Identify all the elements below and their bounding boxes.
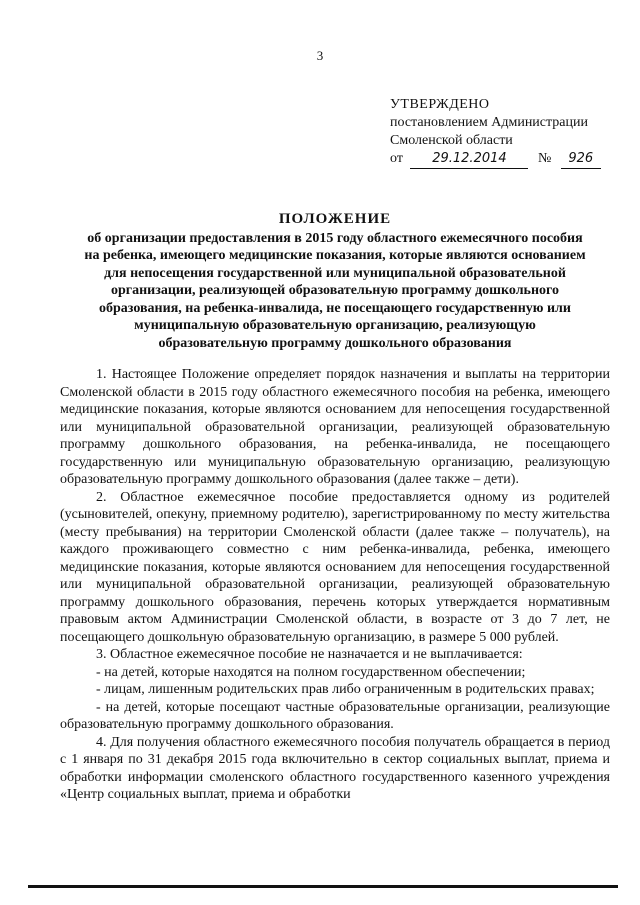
- paragraph-3: 3. Областное ежемесячное пособие не назначается и не выплачивается:: [96, 647, 523, 662]
- number-prefix: №: [537, 151, 552, 166]
- handwritten-number: 926: [561, 150, 601, 169]
- list-item: - на детей, которые посещают частные образовательные организации, реализующие образовательную программу дошкольного образования.: [60, 699, 610, 732]
- paragraph-4: 4. Для получения областного ежемесячного пособия получатель обращается в период с 1 января по 31 декабря 2015 года включительно в сектор социальных выплат, приема и обработки информации смоленского областного государственного казенного учреждения «Центр социальных выплат, приема и обработки: [60, 734, 610, 802]
- document-body: [60, 366, 610, 804]
- title-line: муниципальную образовательную организацию, реализующую: [134, 318, 536, 333]
- handwritten-date: 29.12.2014: [410, 150, 528, 169]
- approval-date-number-line: [390, 150, 630, 169]
- approval-line-1: постановлением Администрации: [390, 115, 588, 130]
- date-prefix: от: [390, 151, 403, 166]
- list-item: - на детей, которые находятся на полном государственном обеспечении;: [96, 664, 526, 680]
- title-main: ПОЛОЖЕНИЕ: [278, 211, 392, 227]
- title-line: на ребенка, имеющего медицинские показания, которые являются основанием: [84, 248, 586, 263]
- title-line: для непосещения государственной или муниципальной образовательной: [104, 265, 566, 281]
- approval-stamp-block: [390, 96, 630, 169]
- page-number: 3: [316, 48, 324, 63]
- approval-line-2: Смоленской области: [390, 133, 513, 148]
- paragraph-2: 2. Областное ежемесячное пособие предоставляется одному из родителей (усыновителей, опекуну, приемному родителю), зарегистрированному по месту жительства (месту пребывания) на территории Смоленской области (далее также – получатель), на каждого проживающего совместно с ним ребенка-инвалида, ребенка, имеющего медицинские показания, которые являются основанием для непосещения государственной или муниципальной образовательной организации, реализующей образовательную программу дошкольного образования, перечень которых утверждается нормативным правовым актом Администрации Смоленской области, в возрасте от 3 до 7 лет, не посещающего дошкольную образовательную организацию, в размере 5 000 рублей.: [60, 489, 610, 645]
- paragraph-1: 1. Настоящее Положение определяет порядок назначения и выплаты на территории Смоленской области в 2015 году областного ежемесячного пособия на ребенка, имеющего медицинские показания, которые являются основанием для непосещения государственной или муниципальной образовательной организации, реализующей образовательную программу дошкольного образования, на ребенка-инвалида, не посещающего государственную или муниципальную образовательную организацию, реализующую образовательную программу дошкольного образования (далее также – дети).: [60, 367, 610, 487]
- bottom-divider: [28, 885, 618, 888]
- document-title: [60, 211, 610, 352]
- list-item: - лицам, лишенным родительских прав либо ограниченным в родительских правах;: [96, 682, 595, 697]
- title-line: образования, на ребенка-инвалида, не посещающего государственную или: [99, 300, 571, 316]
- approval-heading: УТВЕРЖДЕНО: [390, 97, 490, 112]
- title-line: об организации предоставления в 2015 году областного ежемесячного пособия: [87, 230, 583, 246]
- title-line: образовательную программу дошкольного образования: [158, 335, 512, 351]
- title-line: организации, реализующей образовательную программу дошкольного: [110, 283, 560, 298]
